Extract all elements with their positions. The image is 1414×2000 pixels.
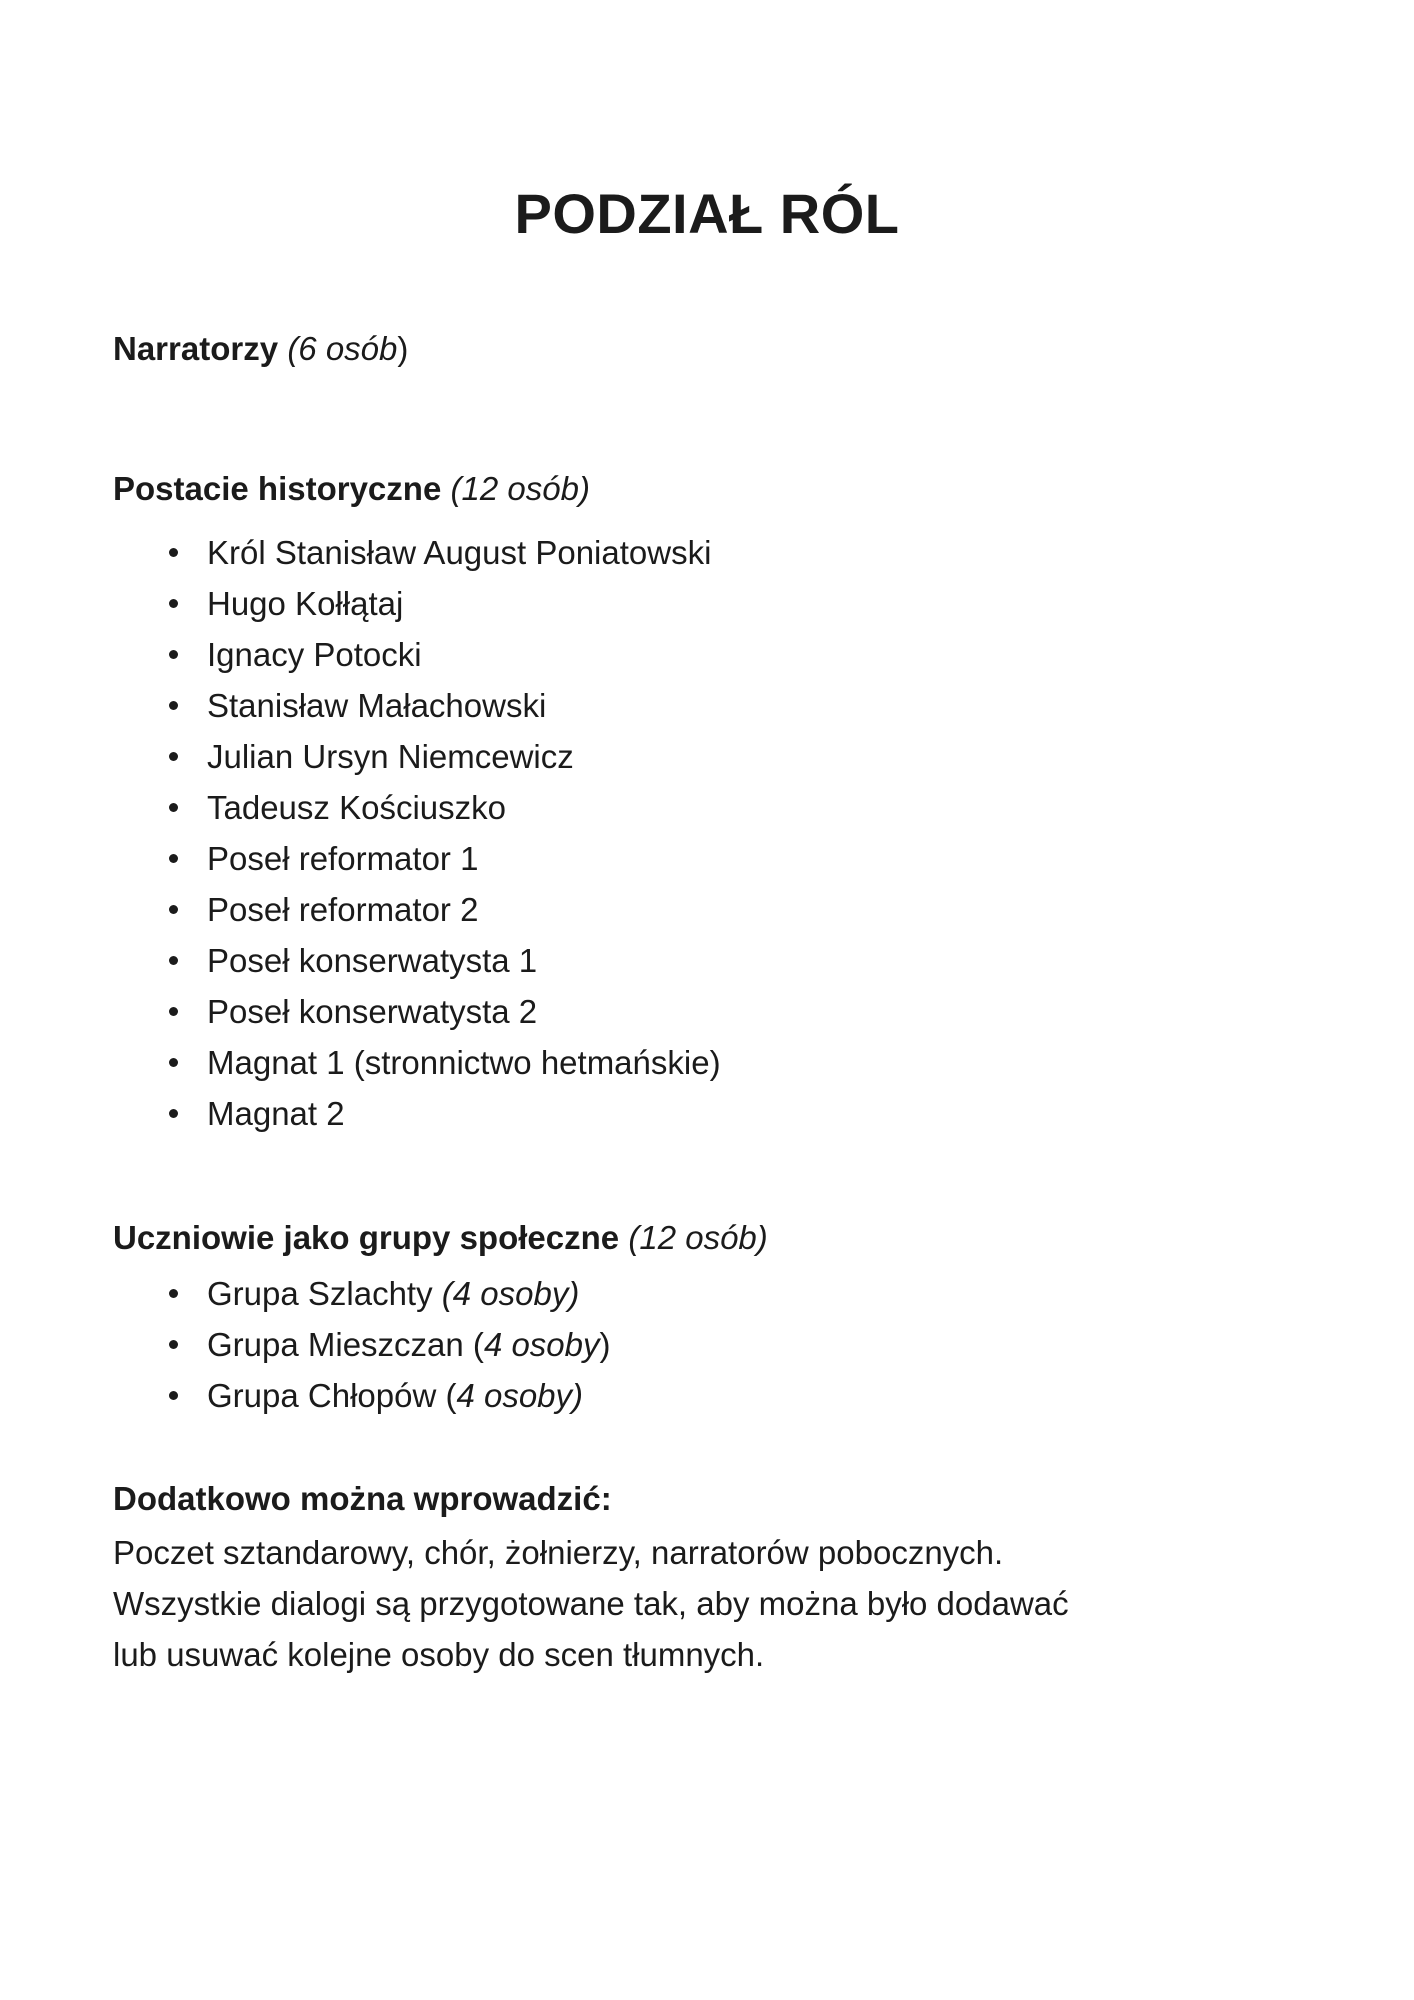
- historical-label: Postacie historyczne: [113, 470, 442, 507]
- historical-figures-list: [113, 527, 1301, 1139]
- section-heading-student-groups: [113, 1212, 1301, 1263]
- student-groups-list: [113, 1268, 1301, 1421]
- paragraph-line: Poczet sztandarowy, chór, żołnierzy, narratorów pobocznych.: [113, 1534, 1004, 1571]
- groups-label: Uczniowie jako grupy społeczne: [113, 1219, 620, 1256]
- narrators-label: Narratorzy: [113, 330, 279, 367]
- list-item: Poseł reformator 2: [113, 884, 1301, 935]
- section-heading-narrators: [113, 323, 1301, 374]
- list-item: Magnat 2: [113, 1088, 1301, 1139]
- paragraph-line: lub usuwać kolejne osoby do scen tłumnych.: [113, 1636, 765, 1673]
- list-item: Poseł konserwatysta 2: [113, 986, 1301, 1037]
- narrators-count: (6 osób: [287, 330, 398, 367]
- list-item: Hugo Kołłątaj: [113, 578, 1301, 629]
- list-item: Julian Ursyn Niemcewicz: [113, 731, 1301, 782]
- list-item: Grupa Mieszczan (4 osoby): [113, 1319, 1301, 1370]
- paragraph-line: Wszystkie dialogi są przygotowane tak, aby można było dodawać: [113, 1585, 1069, 1622]
- list-item: Poseł reformator 1: [113, 833, 1301, 884]
- document-content: [0, 180, 1414, 1680]
- list-item: Tadeusz Kościuszko: [113, 782, 1301, 833]
- additional-paragraph: [113, 1527, 1301, 1680]
- list-item: Poseł konserwatysta 1: [113, 935, 1301, 986]
- narrators-count-close-paren: ): [397, 330, 409, 367]
- list-item: Grupa Chłopów (4 osoby): [113, 1370, 1301, 1421]
- document-title: PODZIAŁ RÓL: [514, 182, 900, 245]
- section-heading-historical-figures: [113, 463, 1301, 514]
- list-item: Magnat 1 (stronnictwo hetmańskie): [113, 1037, 1301, 1088]
- section-heading-additional: Dodatkowo można wprowadzić:: [113, 1480, 612, 1517]
- groups-count: (12 osób): [628, 1219, 768, 1256]
- list-item: Grupa Szlachty (4 osoby): [113, 1268, 1301, 1319]
- list-item: Król Stanisław August Poniatowski: [113, 527, 1301, 578]
- list-item: Stanisław Małachowski: [113, 680, 1301, 731]
- list-item: Ignacy Potocki: [113, 629, 1301, 680]
- historical-count: (12 osób): [450, 470, 590, 507]
